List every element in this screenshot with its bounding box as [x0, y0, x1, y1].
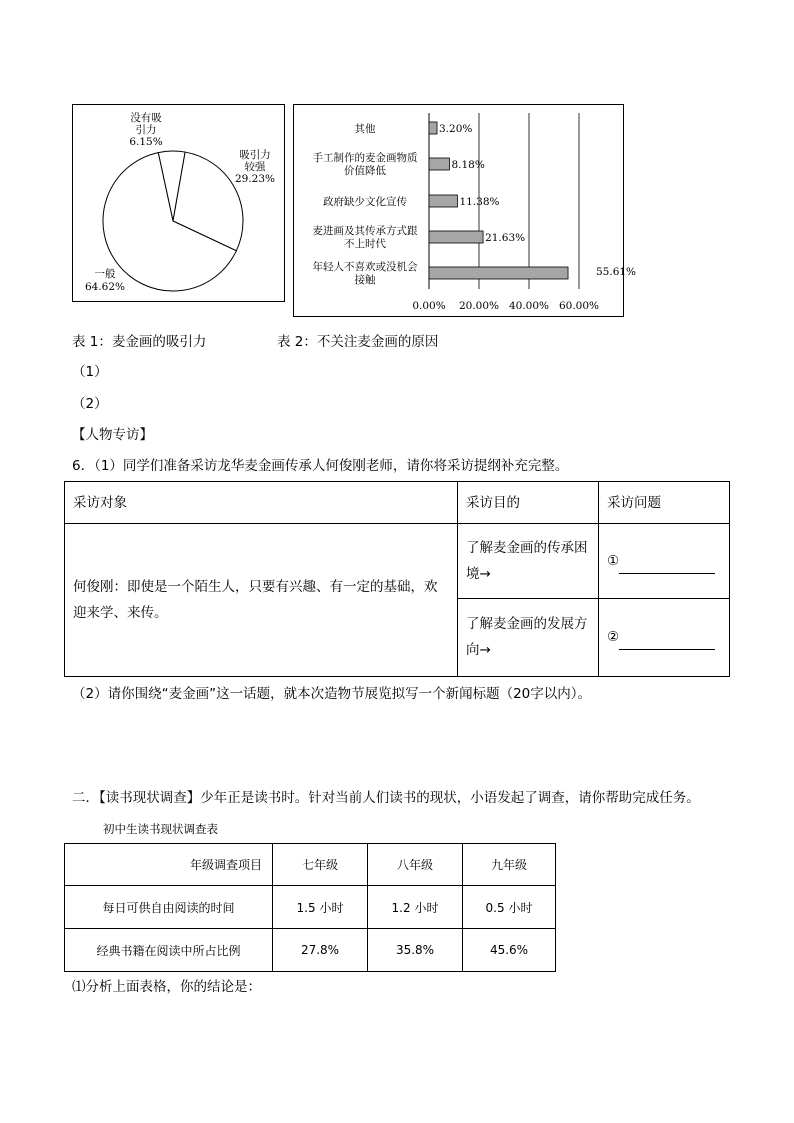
pie-label-strong-1: 吸引力: [239, 149, 271, 161]
bar-category-label-4-1: 接触: [354, 274, 376, 286]
bar-tick-label-3: 60.00%: [558, 300, 600, 312]
bar-value-label-0: 3.20%: [439, 123, 473, 135]
bar-category-label-1-1: 价值降低: [344, 165, 386, 177]
circled-number-1: ①: [607, 552, 620, 569]
pie-label-no-attraction-3: 6.15%: [129, 136, 163, 148]
bar-3: [429, 231, 483, 243]
header-purpose: 采访目的: [458, 482, 599, 524]
bar-value-label-1: 8.18%: [451, 159, 485, 171]
circled-number-2: ②: [607, 629, 620, 646]
section-person-interview: 【人物专访】: [72, 427, 153, 443]
reading-survey-table: [64, 843, 556, 972]
survey-row2-label: 经典书籍在阅读中所占比例: [65, 929, 273, 972]
survey-row1-grade8: 1.2 小时: [368, 886, 463, 929]
interview-question-2-cell[interactable]: [599, 598, 730, 676]
pie-label-no-attraction-2: 引力: [135, 124, 157, 136]
interview-question-1-cell[interactable]: [599, 524, 730, 598]
question-6-intro: 6．（1）同学们准备采访龙华麦金画传承人何俊刚老师，请你将采访提纲补充完整。: [72, 458, 569, 474]
header-question: 采访问题: [599, 482, 730, 524]
survey-row1-label: 每日可供自由阅读的时间: [65, 886, 273, 929]
survey-header-grade9: 九年级: [463, 844, 556, 886]
interview-purpose-2: 了解麦金画的发展方向→: [458, 598, 599, 676]
bar-tick-label-1: 20.00%: [458, 300, 500, 312]
bar-0: [429, 122, 437, 134]
question-6-2: （2）请你围绕“麦金画”这一话题，就本次造物节展览拟写一个新闻标题（20字以内）。: [72, 686, 592, 702]
survey-header-grade7: 七年级: [273, 844, 368, 886]
bar-chart: [294, 105, 637, 316]
bar-value-label-3: 21.63%: [485, 232, 526, 244]
caption-table1: 表 1：麦金画的吸引力: [72, 334, 207, 350]
survey-header-item: 年级调查项目: [65, 844, 273, 886]
answer-blank-2[interactable]: [619, 633, 715, 650]
bar-tick-label-0: 0.00%: [412, 300, 446, 312]
bar-1: [429, 158, 449, 170]
section2-question-1: ⑴分析上面表格，你的结论是：: [72, 979, 261, 995]
pie-chart: [73, 105, 284, 301]
bar-category-label-0-0: 其他: [354, 123, 376, 135]
pie-label-strong-3: 29.23%: [234, 173, 276, 185]
pie-label-average-1: 一般: [94, 268, 116, 280]
bar-category-label-2-0: 政府缺少文化宣传: [323, 196, 407, 208]
bar-category-label-3-1: 不上时代: [344, 238, 386, 250]
bar-category-label-3-0: 麦进画及其传承方式跟: [312, 225, 418, 237]
pie-label-no-attraction-1: 没有吸: [130, 112, 162, 124]
survey-row1-grade7: 1.5 小时: [273, 886, 368, 929]
bar-category-label-1-0: 手工制作的麦金画物质: [312, 152, 418, 164]
survey-row2-grade9: 45.6%: [463, 929, 556, 972]
survey-row1-grade9: 0.5 小时: [463, 886, 556, 929]
bar-value-label-2: 11.38%: [459, 196, 500, 208]
pie-label-average-2: 64.62%: [84, 281, 126, 293]
interview-purpose-1: 了解麦金画的传承困境→: [458, 524, 599, 598]
bar-value-label-4: 55.61%: [596, 266, 637, 278]
question-2-label: （2）: [72, 396, 108, 412]
bar-category-label-4-0: 年轻人不喜欢或没机会: [312, 261, 418, 273]
survey-table-title: 初中生读书现状调查表: [103, 822, 218, 836]
header-subject: 采访对象: [65, 482, 458, 524]
bar-chart-frame: [293, 104, 637, 317]
bar-tick-label-2: 40.00%: [508, 300, 550, 312]
survey-row2-grade7: 27.8%: [273, 929, 368, 972]
pie-chart-frame: [72, 104, 285, 302]
bar-4: [429, 267, 568, 279]
answer-blank-1[interactable]: [619, 557, 715, 574]
section2-title: 二．【读书现状调查】少年正是读书时。针对当前人们读书的现状，小语发起了调查，请你帮助完成任务。: [72, 790, 700, 806]
bar-2: [429, 195, 457, 207]
interview-outline-table: [64, 481, 730, 677]
question-1-label: （1）: [72, 364, 108, 380]
pie-label-strong-2: 较强: [244, 161, 266, 173]
survey-header-grade8: 八年级: [368, 844, 463, 886]
caption-table2: 表 2：不关注麦金画的原因: [277, 334, 439, 350]
interview-subject-text: 何俊刚：即使是一个陌生人，只要有兴趣、有一定的基础，欢迎来学、来传。: [65, 524, 458, 677]
survey-row2-grade8: 35.8%: [368, 929, 463, 972]
